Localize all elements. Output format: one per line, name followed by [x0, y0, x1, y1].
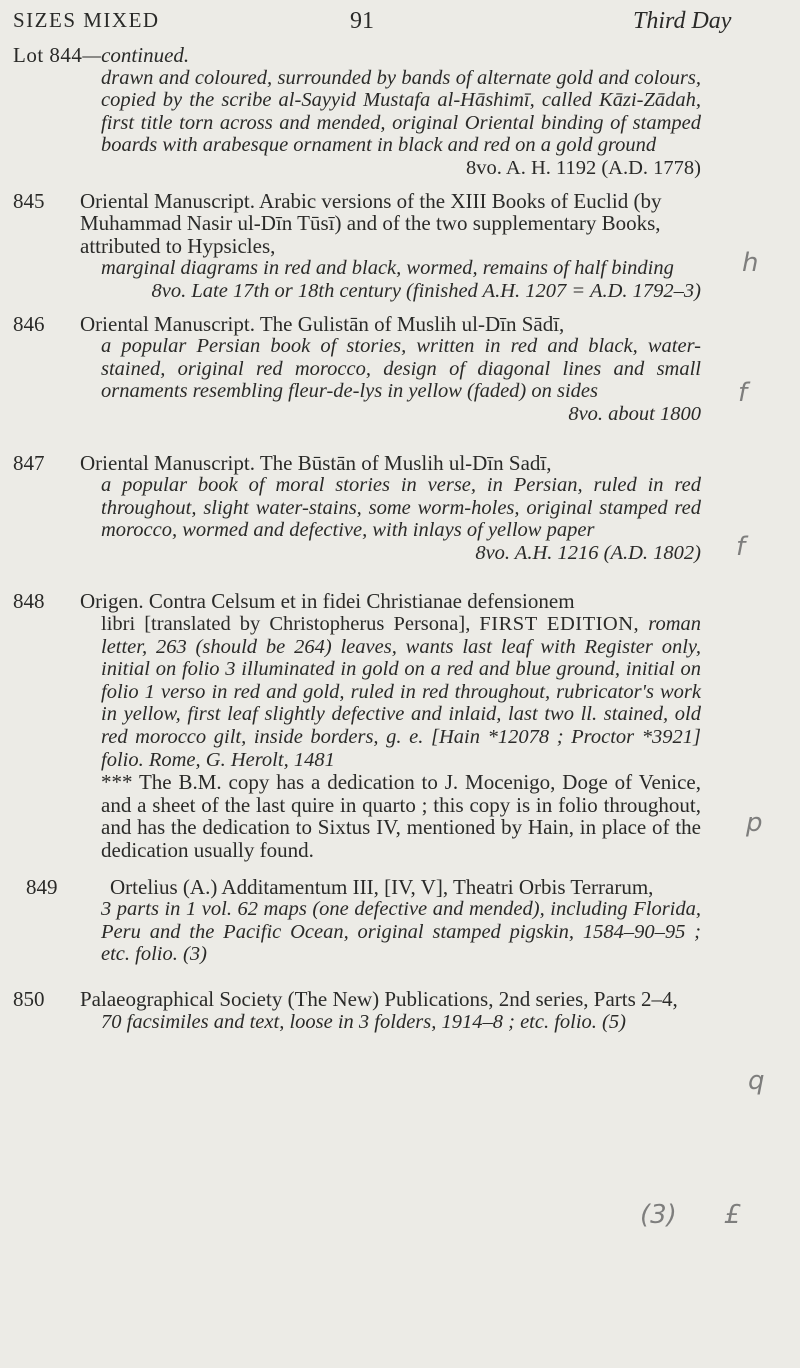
lot-description: marginal diagrams in red and black, wormed, remains of half binding — [101, 257, 674, 280]
lot-entry-849 — [0, 876, 800, 966]
lot-imprint: folio. (3) — [135, 943, 207, 966]
lot-description-start: libri [translated by Christopherus Persona], — [101, 613, 471, 636]
lot-number: 850 — [13, 986, 45, 1011]
lot-imprint: folio. Rome, G. Herolt, 1481 — [101, 748, 335, 771]
lot-description: 70 facsimiles and text, loose in 3 folders, 1914–8 ; etc. — [101, 1010, 550, 1033]
lot-title: Ortelius (A.) Additamentum III, [IV, V], Theatri Orbis Terrarum, — [110, 874, 654, 899]
lot-entry-847 — [0, 452, 800, 565]
lot-imprint: 8vo. about 1800 — [568, 402, 701, 425]
lot-description: roman letter, 263 (should be 264) leaves, wants last leaf with Register only, initial on folio 3 illuminated in gold on a red and blue ground, initial on folio 1 verso in red and gold, ruled in red throughout, rubricator's work in yellow, first leaf slightly defective and inlaid, last two ll. stained, old red morocco gilt, inside borders, g. e. [Hain *12078 ; Proctor *3921] — [101, 613, 702, 749]
lot-number: 848 — [13, 589, 45, 614]
pencil-mark: (3) — [640, 1200, 677, 1230]
lot-number: 847 — [13, 450, 45, 475]
lot-number: 845 — [13, 188, 45, 213]
lot-title: —continued. — [82, 43, 190, 67]
lot-imprint: 8vo. A.H. 1216 (A.D. 1802) — [475, 541, 701, 564]
pencil-mark: f — [736, 532, 746, 562]
lot-number: 849 — [26, 874, 58, 899]
lot-note: *** The B.M. copy has a dedication to J. Mocenigo, Doge of Venice, and a sheet of the last quire in quarto ; this copy is in folio throughout, and has the dedication to Sixtus IV, mentioned by Hain, in place of the dedication usually found. — [101, 770, 701, 862]
lot-entry-846 — [0, 313, 800, 426]
pencil-mark: f — [738, 378, 748, 408]
lot-description: a popular Persian book of stories, written in red and black, water-stained, original red morocco, design of diagonal lines and small ornaments resembling fleur-de-lys in yellow (faded) on sides — [101, 335, 701, 403]
page-number: 91 — [350, 8, 374, 34]
first-edition-label: FIRST EDITION, — [479, 613, 640, 636]
lot-imprint: folio. (5) — [554, 1010, 626, 1033]
lot-entry-844 — [0, 44, 800, 180]
header-section-label: SIZES MIXED — [13, 8, 160, 32]
lot-imprint: 8vo. Late 17th or 18th century (finished A.H. 1207 = A.D. 1792–3) — [151, 279, 701, 302]
lot-entry-850 — [0, 988, 800, 1033]
header-day-label: Third Day — [633, 8, 732, 34]
lot-description: drawn and coloured, surrounded by bands of alternate gold and colours, copied by the scribe al-Sayyid Mustafa al-Hāshimī, called Kāzi-Zādah, first title torn across and mended, original Oriental binding of stamped boards with arabesque ornament in black and red on a gold ground — [101, 66, 701, 157]
lot-title: Origen. Contra Celsum et in fidei Christianae defensionem — [80, 589, 575, 614]
lot-title: Oriental Manuscript. Arabic versions of the XIII Books of Euclid (by Muhammad Nasir ul-Dīn Tūsī) and of the two supplementary Books, attributed to Hypsicles, — [80, 188, 662, 258]
pencil-mark: £ — [724, 1200, 741, 1230]
lot-imprint: 8vo. A. H. 1192 (A.D. 1778) — [466, 156, 701, 179]
catalogue-page — [0, 44, 800, 1033]
lot-title: Oriental Manuscript. The Gulistān of Muslih ul-Dīn Sādī, — [80, 311, 565, 336]
lot-description: a popular book of moral stories in verse, in Persian, ruled in red throughout, slight water-stains, some worm-holes, original stamped red morocco, wormed and defective, with inlays of yellow paper — [101, 474, 701, 542]
lot-number: 846 — [13, 311, 45, 336]
lot-title: Palaeographical Society (The New) Publications, 2nd series, Parts 2–4, — [80, 986, 678, 1011]
lot-entry-848 — [0, 590, 800, 861]
lot-entry-845 — [0, 190, 800, 303]
pencil-mark: p — [746, 808, 763, 838]
lot-title: Oriental Manuscript. The Būstān of Muslih ul-Dīn Sadī, — [80, 450, 552, 475]
lot-description: 3 parts in 1 vol. 62 maps (one defective and mended), including Florida, Peru and the Pacific Ocean, original stamped pigskin, 1584–90–95 ; etc. — [101, 898, 701, 966]
lot-number: Lot 844 — [13, 43, 83, 67]
page-header — [0, 8, 800, 40]
pencil-mark: h — [742, 248, 759, 278]
pencil-mark: q — [748, 1066, 765, 1096]
